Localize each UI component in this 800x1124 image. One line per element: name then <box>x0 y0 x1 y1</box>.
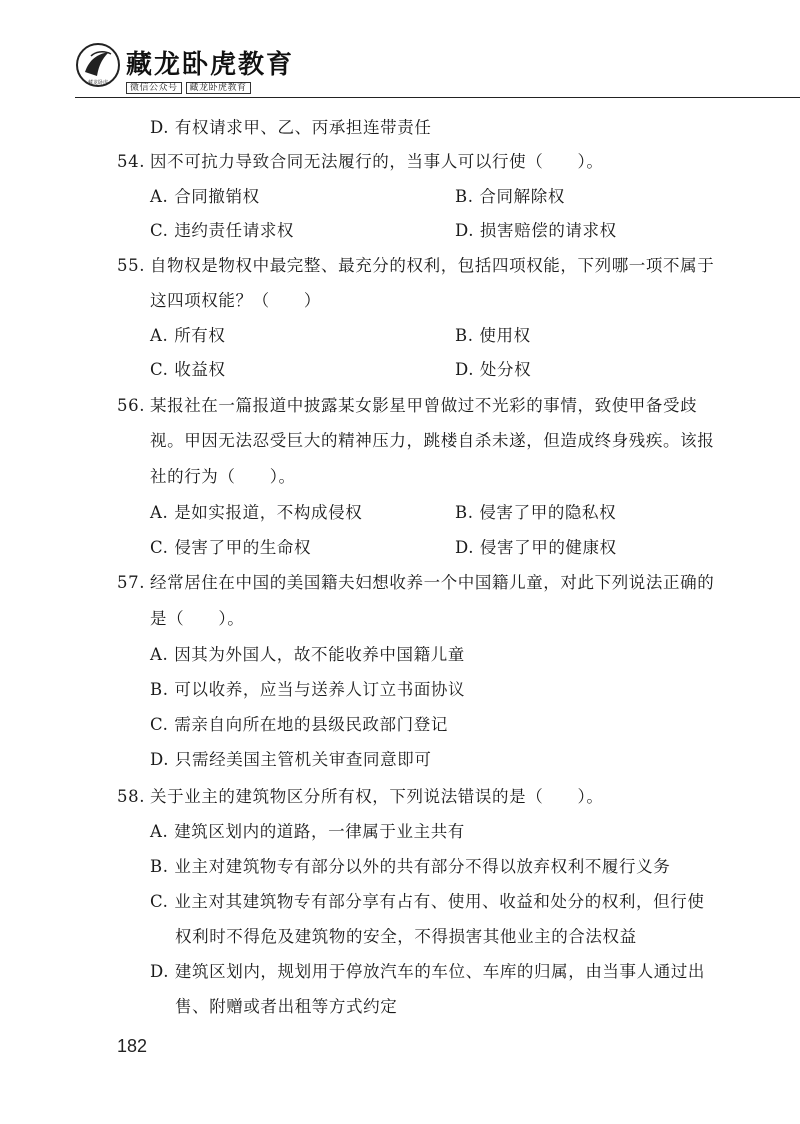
logo-caption: 藏龙卧虎 <box>87 80 109 86</box>
brand-title: 藏龙卧虎教育 <box>126 50 295 80</box>
brand-subtitle-right: 藏龙卧虎教育 <box>186 82 251 94</box>
q55-stem-line-2: 这四项权能？（ ） <box>150 291 321 310</box>
q57-option-a: A. 因其为外国人，故不能收养中国籍儿童 <box>150 645 465 664</box>
q58-number: 58. <box>117 787 146 806</box>
brand-subtitle <box>126 80 255 93</box>
q56-option-a: A. 是如实报道，不构成侵权 <box>150 503 363 522</box>
q54-stem-line-1: 因不可抗力导致合同无法履行的，当事人可以行使（ ）。 <box>150 152 604 171</box>
q58-option-c: C. 业主对其建筑物专有部分享有占有、使用、收益和处分的权利，但行使 <box>150 892 705 911</box>
q55-number: 55. <box>117 256 146 275</box>
q57-option-d: D. 只需经美国主管机关审查同意即可 <box>150 750 432 769</box>
q58-option-b: B. 业主对建筑物专有部分以外的共有部分不得以放弃权利不履行义务 <box>150 857 671 876</box>
q54-option-a: A. 合同撤销权 <box>150 187 260 206</box>
q56-number: 56. <box>117 396 146 415</box>
q55-option-c: C. 收益权 <box>150 360 226 379</box>
brand-subtitle-left: 微信公众号 <box>126 82 182 94</box>
q57-option-c: C. 需亲自向所在地的县级民政部门登记 <box>150 715 448 734</box>
q56-stem-line-2: 视。甲因无法忍受巨大的精神压力，跳楼自杀未遂，但造成终身残疾。该报 <box>150 431 715 450</box>
q55-stem-line-1: 自物权是物权中最完整、最充分的权利，包括四项权能，下列哪一项不属于 <box>150 256 715 275</box>
q55-option-d: D. 处分权 <box>455 360 532 379</box>
q54-option-d: D. 损害赔偿的请求权 <box>455 221 617 240</box>
q57-option-b: B. 可以收养，应当与送养人订立书面协议 <box>150 680 466 699</box>
q56-option-d: D. 侵害了甲的健康权 <box>455 538 617 557</box>
page-number: 182 <box>117 1036 148 1056</box>
q58-stem-line-1: 关于业主的建筑物区分所有权，下列说法错误的是（ ）。 <box>150 787 604 806</box>
q58-option-d-continued: 售、附赠或者出租等方式约定 <box>175 997 398 1016</box>
q54-option-b: B. 合同解除权 <box>455 187 565 206</box>
q56-option-c: C. 侵害了甲的生命权 <box>150 538 312 557</box>
q55-option-a: A. 所有权 <box>150 326 226 345</box>
q57-number: 57. <box>117 573 146 592</box>
page-header <box>0 0 800 100</box>
header-divider <box>75 97 800 98</box>
q54-option-c: C. 违约责任请求权 <box>150 221 295 240</box>
q56-stem-line-1: 某报社在一篇报道中披露某女影星甲曾做过不光彩的事情，致使甲备受歧 <box>150 396 698 415</box>
q56-stem-line-3: 社的行为（ ）。 <box>150 467 296 486</box>
q58-option-c-continued: 权利时不得危及建筑物的安全，不得损害其他业主的合法权益 <box>175 927 637 946</box>
q56-option-b: B. 侵害了甲的隐私权 <box>455 503 617 522</box>
q53-option-d: D. 有权请求甲、乙、丙承担连带责任 <box>150 118 432 137</box>
q57-stem-line-2: 是（ ）。 <box>150 609 245 628</box>
q57-stem-line-1: 经常居住在中国的美国籍夫妇想收养一个中国籍儿童，对此下列说法正确的 <box>150 573 715 592</box>
q58-option-a: A. 建筑区划内的道路，一律属于业主共有 <box>150 822 465 841</box>
tiger-logo-icon <box>75 42 121 88</box>
q55-option-b: B. 使用权 <box>455 326 531 345</box>
q54-number: 54. <box>117 152 146 171</box>
q58-option-d: D. 建筑区划内，规划用于停放汽车的车位、车库的归属，由当事人通过出 <box>150 962 706 981</box>
